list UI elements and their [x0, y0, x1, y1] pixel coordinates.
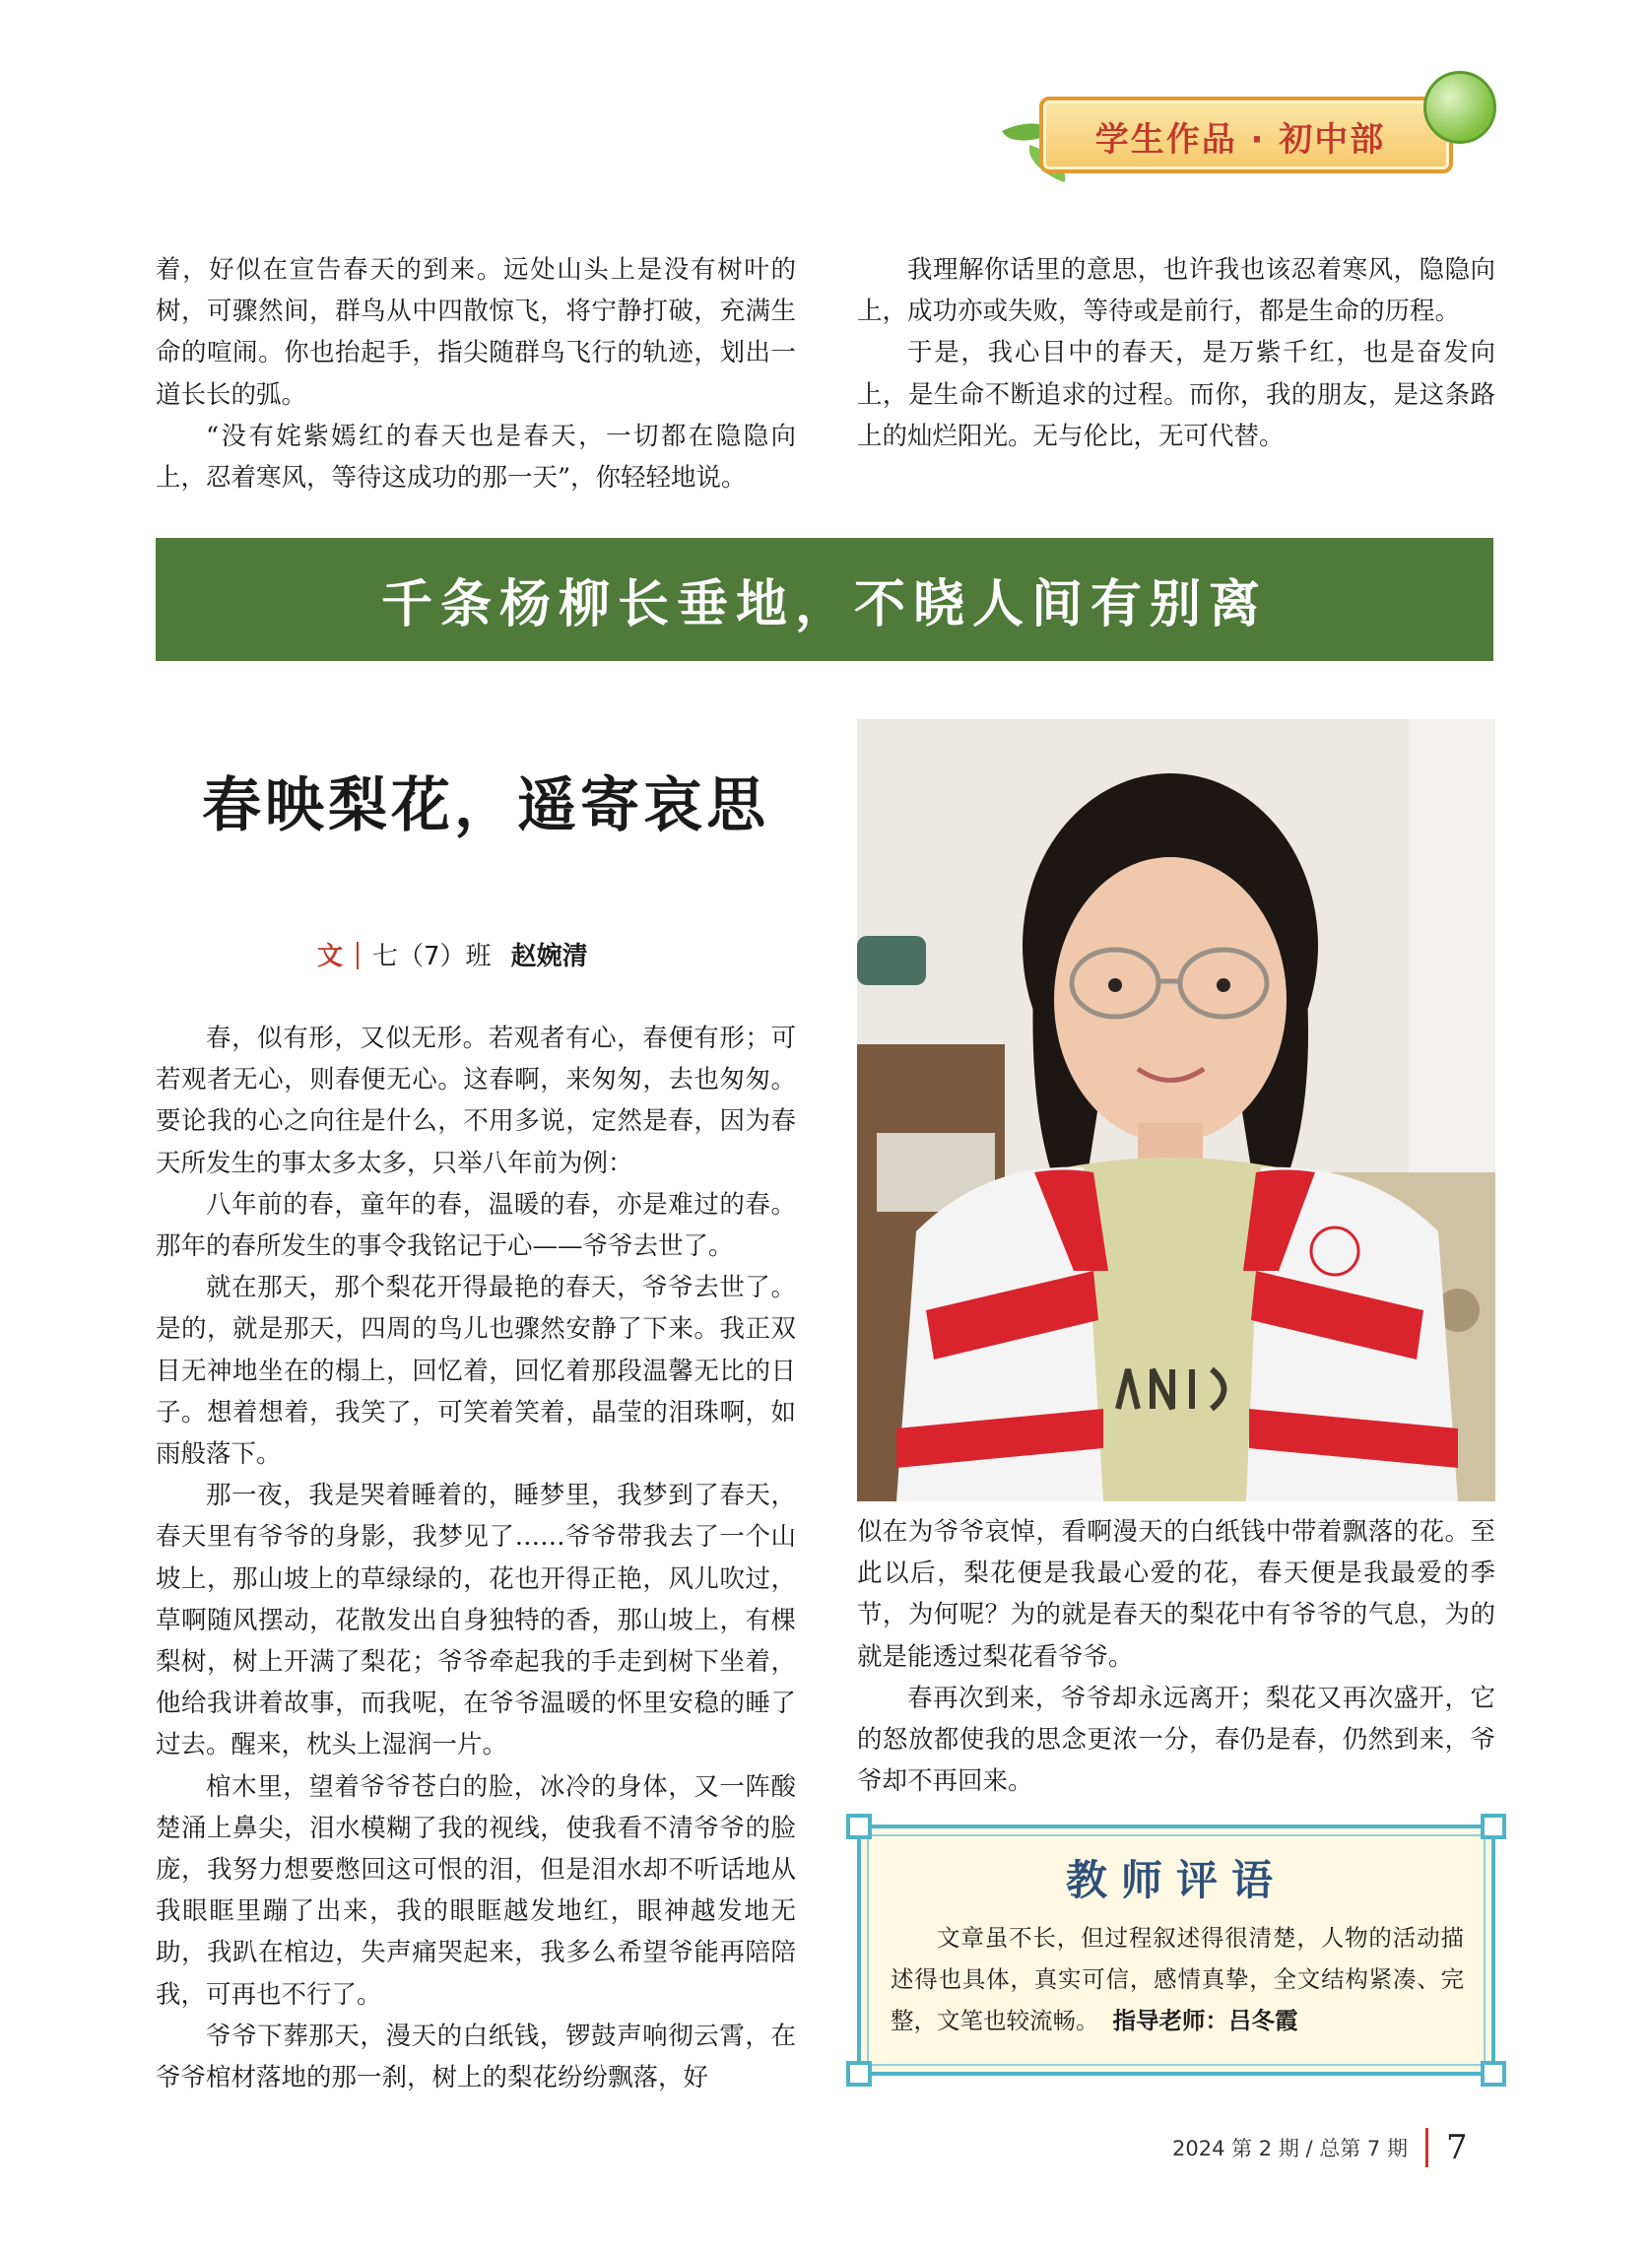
paragraph: 似在为爷爷哀悼，看啊漫天的白纸钱中带着飘落的花。至此以后，梨花便是我最心爱的花，春天便是我最爱的季节，为何呢？为的就是春天的梨花中有爷爷的气息，为的就是能透过梨花看爷爷。 [857, 1517, 1495, 1672]
teacher-signature: 指导老师：吕冬霞 [1112, 2007, 1298, 2034]
teacher-comment-title: 教师评语 [1065, 1856, 1287, 1904]
teacher-comment-body [891, 1917, 1464, 2041]
issue-info: 2024 第 2 期 / 总第 7 期 [1172, 2137, 1408, 2160]
paragraph: 我理解你话里的意思，也许我也该忍着寒风，隐隐向上，成功亦或失败，等待或是前行，都是生命的历程。 [857, 255, 1495, 327]
corner-ornament [1481, 2061, 1506, 2087]
top-right-column [857, 249, 1495, 457]
section-banner [156, 538, 1493, 661]
article-title: 春映梨花，遥寄哀思 [202, 771, 769, 840]
article-left-column [156, 1018, 796, 2098]
byline [317, 936, 588, 972]
footer-divider [1425, 2128, 1428, 2167]
banner-text: 千条杨柳长垂地，不晓人间有别离 [380, 575, 1268, 634]
teacher-comment-box [857, 1825, 1495, 2076]
section-badge-label: 学生作品 · 初中部 [1094, 120, 1386, 160]
globe-icon [1423, 71, 1496, 144]
paragraph: 棺木里，望着爷爷苍白的脸，冰冷的身体，又一阵酸楚涌上鼻尖，泪水模糊了我的视线，使我看不清爷爷的脸庞，我努力想要憋回这可恨的泪，但是泪水却不听话地从我眼眶里蹦了出来，我的眼眶越发地红，眼神越发地无助，我趴在棺边，失声痛哭起来，我多么希望爷能再陪陪我，可再也不行了。 [156, 1771, 796, 2010]
paragraph: 着，好似在宣告春天的到来。远处山头上是没有树叶的树，可骤然间，群鸟从中四散惊飞，将宁静打破，充满生命的喧闹。你也抬起手，指尖随群鸟飞行的轨迹，划出一道长长的弧。 [156, 255, 796, 410]
paragraph: 春再次到来，爷爷却永远离开；梨花又再次盛开，它的怒放都使我的思念更浓一分，春仍是春，仍然到来，爷爷却不再回来。 [857, 1683, 1495, 1797]
paragraph: 那一夜，我是哭着睡着的，睡梦里，我梦到了春天，春天里有爷爷的身影，我梦见了……爷爷带我去了一个山坡上，那山坡上的草绿绿的，花也开得正艳，风儿吹过，草啊随风摆动，花散发出自身独特的香，那山坡上，有棵梨树，树上开满了梨花；爷爷牵起我的手走到树下坐着，他给我讲着故事，而我呢，在爷爷温暖的怀里安稳的睡了过去。醒来，枕头上湿润一片。 [156, 1481, 796, 1760]
byline-prefix: 文 [317, 942, 344, 971]
paragraph: 于是，我心目中的春天，是万紫千红，也是奋发向上，是生命不断追求的过程。而你，我的朋友，是这条路上的灿烂阳光。无与伦比，无可代替。 [857, 338, 1495, 451]
corner-ornament [846, 1814, 872, 1839]
paragraph: 就在那天，那个梨花开得最艳的春天，爷爷去世了。是的，就是那天，四周的鸟儿也骤然安静了下来。我正双目无神地坐在的榻上，回忆着，回忆着那段温馨无比的日子。想着想着，我笑了，可笑着笑着，晶莹的泪珠啊，如雨般落下。 [156, 1273, 796, 1470]
corner-ornament [1481, 1814, 1506, 1839]
student-photo [857, 719, 1495, 1501]
top-left-column [156, 249, 796, 498]
article-right-column [857, 1511, 1495, 1802]
byline-divider [357, 942, 359, 969]
corner-ornament [846, 2061, 872, 2087]
byline-class: 七（7）班 [372, 942, 492, 971]
paragraph: 八年前的春，童年的春，温暖的春，亦是难过的春。那年的春所发生的事令我铭记于心——爷爷去世了。 [156, 1189, 796, 1262]
paragraph: “没有姹紫嫣红的春天也是春天，一切都在隐隐向上，忍着寒风，等待这成功的那一天”，你轻轻地说。 [156, 421, 796, 494]
teacher-comment-text: 文章虽不长，但过程叙述得很清楚，人物的活动描述得也具体，真实可信，感情真挚，全文结构紧凑、完整，文笔也较流畅。 [891, 1924, 1464, 2034]
section-badge [985, 61, 1497, 199]
page-number: 7 [1445, 2128, 1468, 2167]
paragraph: 爷爷下葬那天，漫天的白纸钱，锣鼓声响彻云霄，在爷爷棺材落地的那一刹，树上的梨花纷纷飘落，好 [156, 2021, 796, 2093]
byline-author: 赵婉清 [510, 942, 588, 971]
section-badge-frame [1039, 97, 1453, 173]
page-footer [1172, 2123, 1468, 2172]
paragraph: 春，似有形，又似无形。若观者有心，春便有形；可若观者无心，则春便无心。这春啊，来匆匆，去也匆匆。要论我的心之向往是什么，不用多说，定然是春，因为春天所发生的事太多太多，只举八年前为例： [156, 1024, 796, 1178]
